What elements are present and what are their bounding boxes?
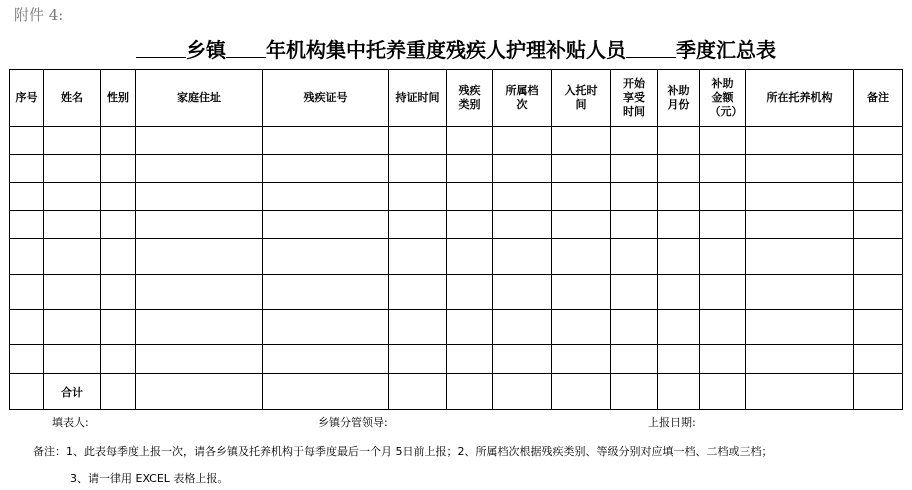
table-cell[interactable]: [611, 155, 658, 183]
table-cell[interactable]: [101, 155, 136, 183]
table-cell[interactable]: [447, 310, 493, 345]
table-cell[interactable]: [611, 183, 658, 211]
table-cell[interactable]: [700, 183, 746, 211]
table-row: [10, 275, 903, 310]
table-cell[interactable]: [44, 275, 101, 310]
table-cell[interactable]: [746, 127, 854, 155]
table-cell[interactable]: [746, 275, 854, 310]
table-cell[interactable]: [611, 239, 658, 275]
table-cell[interactable]: [263, 211, 389, 239]
header-name: 姓名: [61, 91, 83, 104]
table-cell[interactable]: [389, 127, 447, 155]
table-cell[interactable]: [700, 275, 746, 310]
table-cell[interactable]: [552, 239, 611, 275]
table-cell[interactable]: [611, 345, 658, 374]
table-cell[interactable]: [389, 183, 447, 211]
table-cell[interactable]: [611, 310, 658, 345]
table-cell[interactable]: [44, 345, 101, 374]
table-cell[interactable]: [700, 211, 746, 239]
table-cell[interactable]: [101, 239, 136, 275]
table-cell[interactable]: [552, 275, 611, 310]
table-cell[interactable]: [136, 275, 263, 310]
table-cell[interactable]: [658, 275, 700, 310]
header-cell: [136, 70, 263, 127]
table-row: [10, 310, 903, 345]
table-cell[interactable]: [493, 275, 552, 310]
header-grade: 所属档次: [505, 84, 539, 111]
table-cell[interactable]: [10, 155, 44, 183]
table-cell[interactable]: [10, 275, 44, 310]
table-cell[interactable]: [10, 127, 44, 155]
table-cell[interactable]: [611, 374, 658, 410]
table-cell[interactable]: [136, 155, 263, 183]
table-cell[interactable]: [447, 275, 493, 310]
table-row: [10, 155, 903, 183]
header-cell: [101, 70, 136, 127]
header-serial: 序号: [15, 91, 38, 104]
table-cell[interactable]: [447, 155, 493, 183]
table-cell[interactable]: [10, 239, 44, 275]
table-cell[interactable]: [263, 183, 389, 211]
table-cell[interactable]: [658, 211, 700, 239]
table-header-row: [10, 70, 903, 127]
title-part-town: 乡镇: [186, 38, 226, 62]
table-cell[interactable]: [552, 374, 611, 410]
table-cell[interactable]: [101, 211, 136, 239]
table-cell[interactable]: [44, 239, 101, 275]
table-cell[interactable]: [700, 374, 746, 410]
header-cell: [552, 70, 611, 127]
note-line-2: 3、请一律用 EXCEL 表格上报。: [70, 472, 229, 485]
table-cell[interactable]: [136, 127, 263, 155]
header-cell: [700, 70, 746, 127]
table-cell[interactable]: [263, 275, 389, 310]
header-cell: [611, 70, 658, 127]
header-certificate-no: 残疾证号: [303, 91, 348, 104]
table-cell[interactable]: [263, 374, 389, 410]
table-cell[interactable]: [700, 310, 746, 345]
leader-label: 乡镇分管领导:: [318, 416, 388, 429]
table-cell[interactable]: [389, 155, 447, 183]
table-cell[interactable]: [101, 183, 136, 211]
header-cell: [746, 70, 854, 127]
table-cell[interactable]: [389, 211, 447, 239]
table-cell[interactable]: [552, 155, 611, 183]
table-cell[interactable]: [263, 239, 389, 275]
header-cell: [389, 70, 447, 127]
table-cell[interactable]: [658, 127, 700, 155]
header-cell: [10, 70, 44, 127]
table-cell[interactable]: [658, 374, 700, 410]
table-cell[interactable]: [447, 374, 493, 410]
table-cell[interactable]: [854, 155, 903, 183]
header-cell: [263, 70, 389, 127]
table-cell[interactable]: [101, 275, 136, 310]
header-disability-type: 残疾类别: [458, 84, 481, 111]
table-row: [10, 345, 903, 374]
table-cell[interactable]: [10, 374, 44, 410]
header-cell: [854, 70, 903, 127]
table-cell[interactable]: [10, 183, 44, 211]
table-cell[interactable]: [854, 211, 903, 239]
header-address: 家庭住址: [177, 91, 221, 104]
table-cell[interactable]: [658, 183, 700, 211]
table-cell[interactable]: [700, 239, 746, 275]
table-cell[interactable]: [493, 310, 552, 345]
table-cell[interactable]: [44, 310, 101, 345]
table-cell[interactable]: [263, 127, 389, 155]
table-cell[interactable]: [493, 345, 552, 374]
table-cell[interactable]: [136, 310, 263, 345]
report-date-label: 上报日期:: [648, 416, 696, 429]
header-cell: [493, 70, 552, 127]
table-cell[interactable]: [493, 211, 552, 239]
table-cell[interactable]: [44, 183, 101, 211]
table-cell[interactable]: [10, 310, 44, 345]
table-cell[interactable]: [854, 374, 903, 410]
table-cell[interactable]: [552, 211, 611, 239]
table-cell[interactable]: [101, 127, 136, 155]
table-cell[interactable]: [263, 345, 389, 374]
table-cell[interactable]: [700, 345, 746, 374]
title-blank-town: [136, 39, 186, 58]
table-cell[interactable]: [611, 211, 658, 239]
table-cell[interactable]: [700, 155, 746, 183]
table-cell[interactable]: [389, 275, 447, 310]
table-cell[interactable]: [10, 345, 44, 374]
table-cell[interactable]: [493, 183, 552, 211]
table-cell[interactable]: [389, 310, 447, 345]
header-institution: 所在托养机构: [766, 91, 833, 104]
table-cell[interactable]: [658, 239, 700, 275]
title-part-main: 年机构集中托养重度残疾人护理补贴人员: [266, 38, 626, 62]
table-cell[interactable]: [44, 127, 101, 155]
table-cell[interactable]: [746, 183, 854, 211]
table-cell[interactable]: [854, 239, 903, 275]
header-subsidy-month: 补助月份: [667, 84, 690, 111]
table-cell[interactable]: [854, 345, 903, 374]
table-cell[interactable]: [389, 345, 447, 374]
header-cell: [658, 70, 700, 127]
table-cell[interactable]: [658, 310, 700, 345]
table-cell[interactable]: [746, 345, 854, 374]
table-cell[interactable]: [854, 127, 903, 155]
table-cell[interactable]: [746, 310, 854, 345]
table-cell[interactable]: [447, 183, 493, 211]
table-cell[interactable]: [136, 211, 263, 239]
table-cell[interactable]: [746, 239, 854, 275]
table-cell[interactable]: [700, 127, 746, 155]
attachment-label: 附件 4:: [14, 6, 64, 24]
title-blank-quarter: [626, 39, 676, 58]
page-title: [0, 34, 912, 63]
table-cell[interactable]: [136, 374, 263, 410]
table-cell[interactable]: [447, 211, 493, 239]
total-label: 合计: [44, 374, 101, 410]
table-cell[interactable]: [10, 211, 44, 239]
note-line-1: 备注：1、此表每季度上报一次，请各乡镇及托养机构于每季度最后一个月 5日前上报；2、所属档次根据残疾类别、等级分别对应填一档、二档或三档；: [33, 445, 773, 458]
header-gender: 性别: [107, 91, 129, 104]
table-cell[interactable]: [854, 183, 903, 211]
table-cell[interactable]: [263, 155, 389, 183]
table-row: [10, 239, 903, 275]
table-cell[interactable]: [854, 310, 903, 345]
table-cell[interactable]: [447, 239, 493, 275]
table-cell[interactable]: [493, 127, 552, 155]
table-cell[interactable]: [447, 345, 493, 374]
table-row: [10, 211, 903, 239]
header-subsidy-amount: 补助金额（元）: [709, 77, 743, 118]
header-start-time: 开始享受时间: [623, 77, 645, 118]
header-remarks: 备注: [867, 91, 889, 104]
table-cell[interactable]: [101, 345, 136, 374]
table-cell[interactable]: [854, 275, 903, 310]
filler-label: 填表人:: [52, 416, 89, 429]
summary-table: [9, 69, 903, 410]
table-row: [10, 183, 903, 211]
table-cell[interactable]: [263, 310, 389, 345]
table-cell[interactable]: [389, 374, 447, 410]
table-cell[interactable]: [746, 374, 854, 410]
table-cell[interactable]: [44, 211, 101, 239]
table-cell[interactable]: [136, 345, 263, 374]
total-row: [10, 374, 903, 410]
header-admission-time: 入托时间: [564, 84, 598, 111]
header-cert-time: 持证时间: [395, 91, 440, 104]
table-cell[interactable]: [746, 155, 854, 183]
table-row: [10, 127, 903, 155]
table-cell[interactable]: [389, 239, 447, 275]
table-cell[interactable]: [493, 374, 552, 410]
table-cell[interactable]: [44, 155, 101, 183]
table-cell[interactable]: [611, 127, 658, 155]
table-cell[interactable]: [101, 310, 136, 345]
table-cell[interactable]: [552, 183, 611, 211]
table-cell[interactable]: [611, 275, 658, 310]
table-cell[interactable]: [746, 211, 854, 239]
table-cell[interactable]: [101, 374, 136, 410]
table-cell[interactable]: [493, 155, 552, 183]
table-cell[interactable]: [493, 239, 552, 275]
table-cell[interactable]: [658, 155, 700, 183]
title-blank-year: [226, 39, 266, 58]
table-cell[interactable]: [658, 345, 700, 374]
header-cell: [447, 70, 493, 127]
table-cell[interactable]: [552, 345, 611, 374]
table-cell[interactable]: [136, 239, 263, 275]
title-part-quarter: 季度汇总表: [676, 38, 776, 62]
table-cell[interactable]: [447, 127, 493, 155]
header-cell: [44, 70, 101, 127]
table-cell[interactable]: [552, 310, 611, 345]
table-cell[interactable]: [552, 127, 611, 155]
table-cell[interactable]: [136, 183, 263, 211]
